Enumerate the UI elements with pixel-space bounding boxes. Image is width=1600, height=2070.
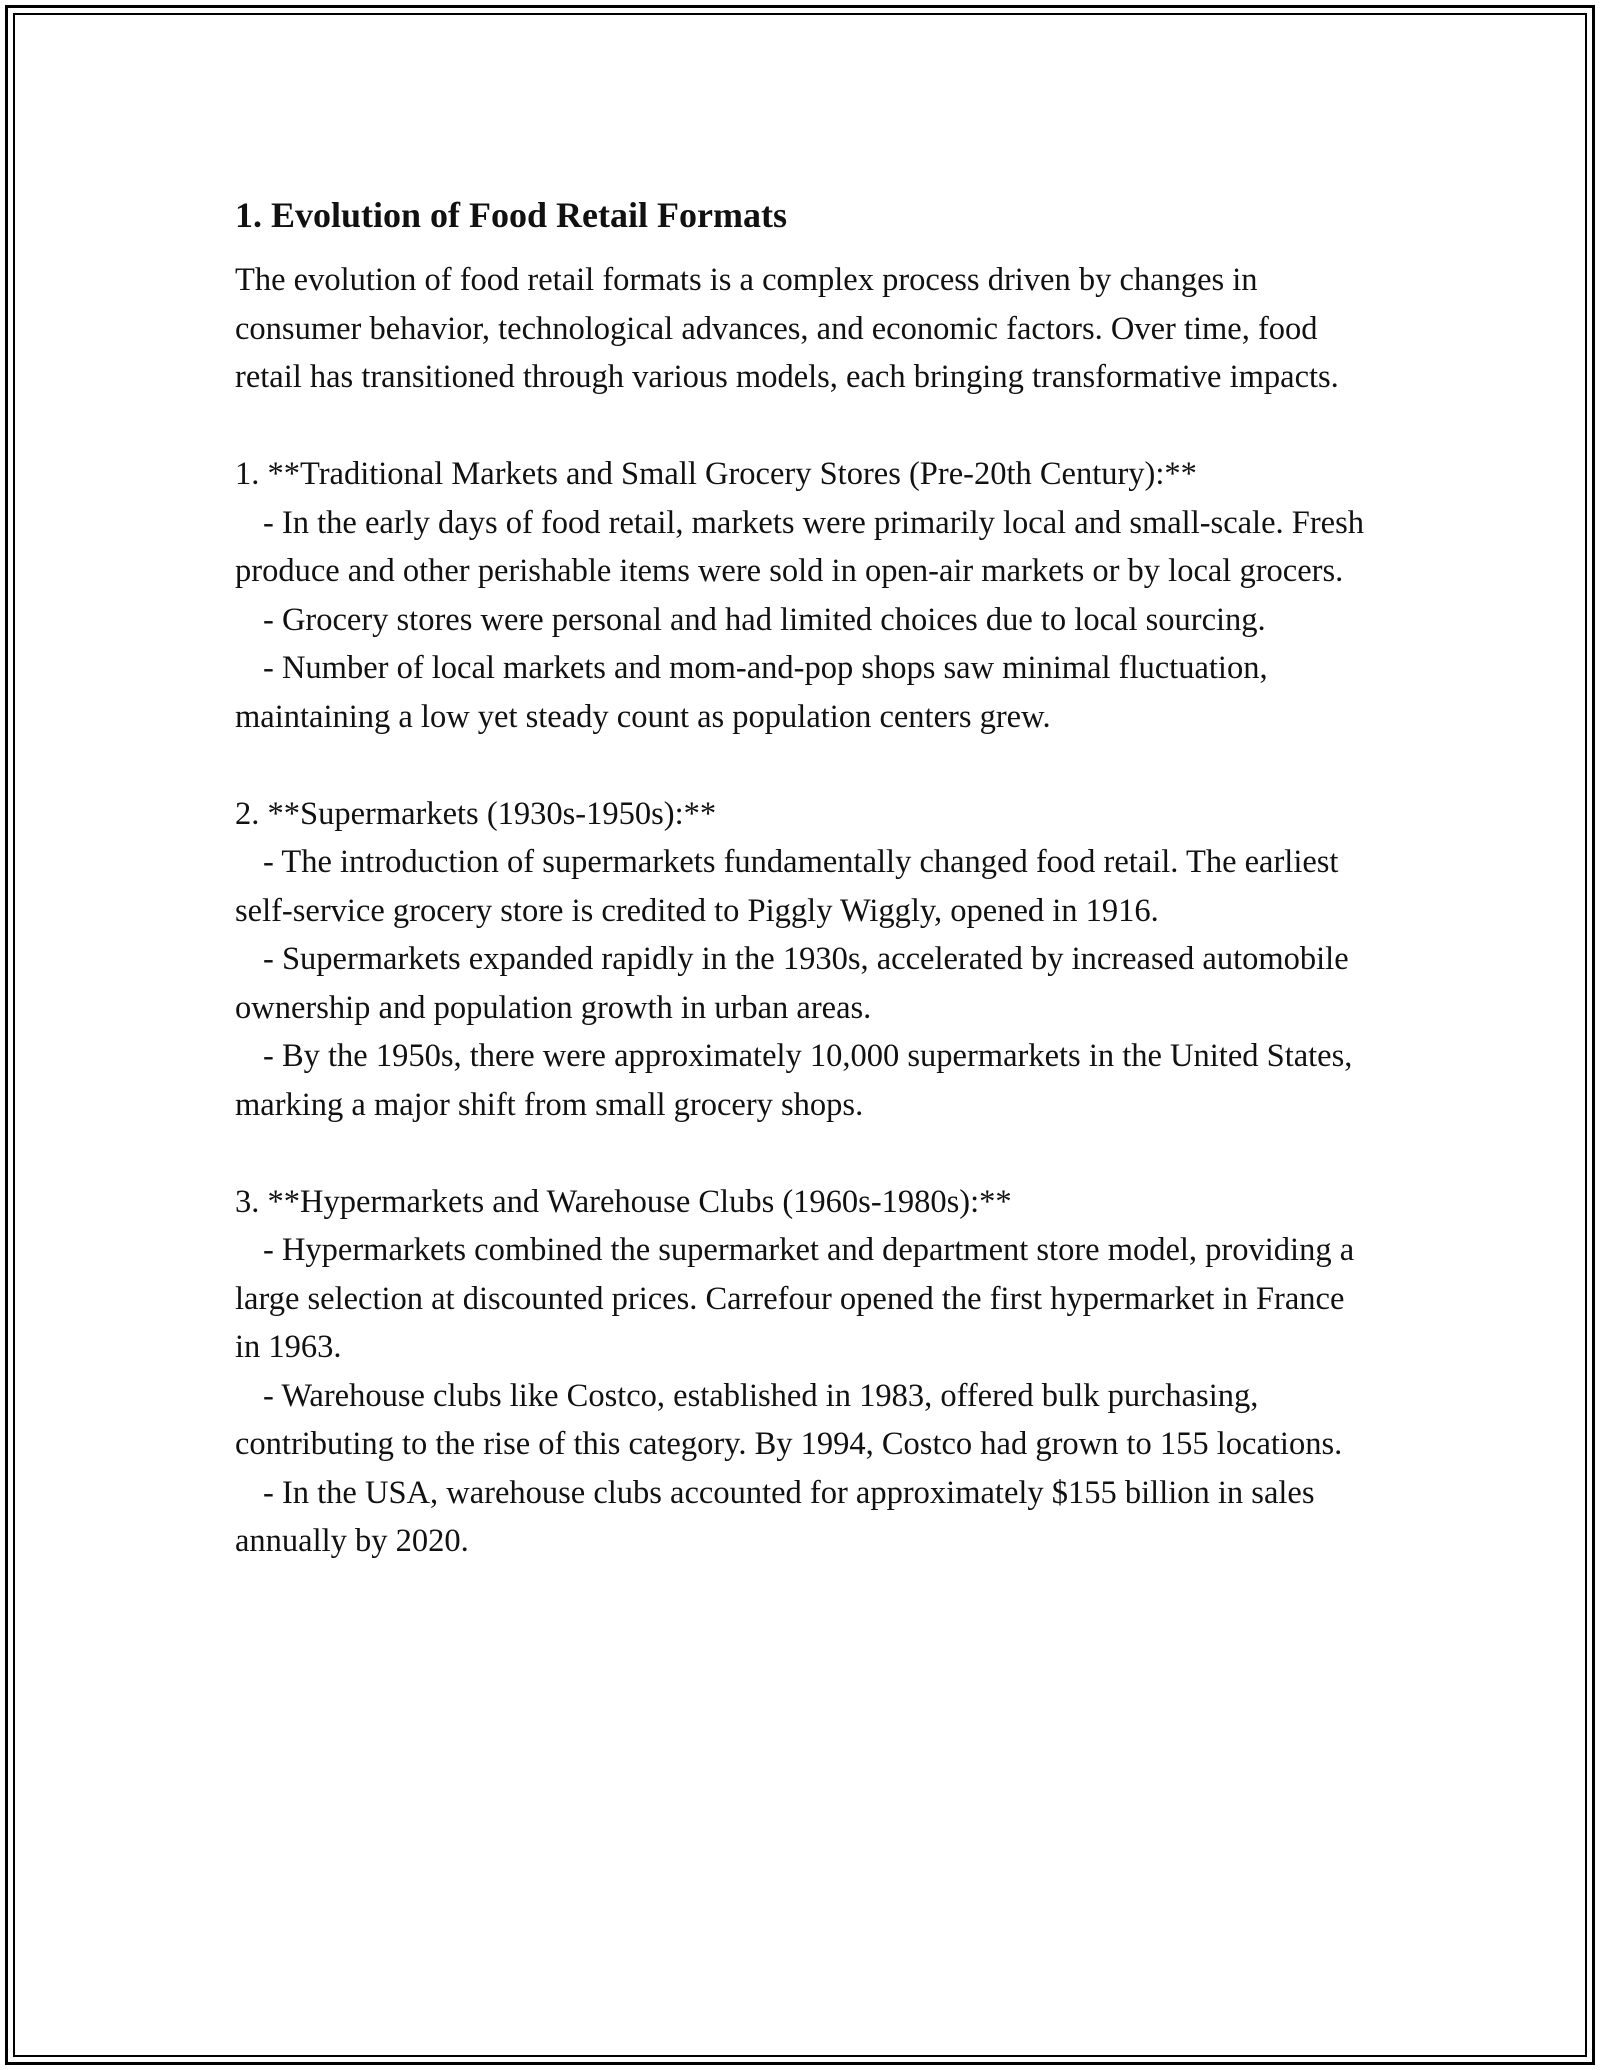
- document-body: [235, 184, 1370, 1566]
- section-heading: 3. **Hypermarkets and Warehouse Clubs (1960s-1980s):**: [235, 1183, 1012, 1220]
- page-title: 1. Evolution of Food Retail Formats: [235, 195, 787, 235]
- list-item: - In the USA, warehouse clubs accounted for approximately $155 billion in sales annually by 2020.: [235, 1474, 1315, 1559]
- list-item: - Hypermarkets combined the supermarket and department store model, providing a large selection at discounted prices. Carrefour opened the first hypermarket in France in 1963.: [235, 1232, 1355, 1365]
- section-hypermarkets-warehouse-clubs: [235, 1178, 1370, 1566]
- list-item: - Warehouse clubs like Costco, established in 1983, offered bulk purchasing, contributing to the rise of this category. By 1994, Costco had grown to 155 locations.: [235, 1377, 1343, 1462]
- list-item: - Supermarkets expanded rapidly in the 1930s, accelerated by increased automobile ownership and population growth in urban areas.: [235, 941, 1349, 1026]
- list-item: - In the early days of food retail, markets were primarily local and small-scale. Fresh produce and other perishable items were sold in open-air markets or by local grocers.: [235, 504, 1364, 589]
- intro-paragraph: The evolution of food retail formats is a complex process driven by changes in consumer behavior, technological advances, and economic factors. Over time, food retail has transitioned through various models, each bringing transformative impacts.: [235, 262, 1339, 395]
- list-item: - Grocery stores were personal and had limited choices due to local sourcing.: [263, 601, 1266, 638]
- list-item: - The introduction of supermarkets fundamentally changed food retail. The earliest self-service grocery store is credited to Piggly Wiggly, opened in 1916.: [235, 844, 1339, 929]
- list-item: - Number of local markets and mom-and-pop shops saw minimal fluctuation, maintaining a low yet steady count as population centers grew.: [235, 650, 1268, 735]
- section-supermarkets: [235, 790, 1370, 1130]
- list-item: - By the 1950s, there were approximately 10,000 supermarkets in the United States, marking a major shift from small grocery shops.: [235, 1038, 1353, 1123]
- section-traditional-markets: [235, 450, 1370, 741]
- section-heading: 1. **Traditional Markets and Small Grocery Stores (Pre-20th Century):**: [235, 456, 1197, 492]
- section-heading: 2. **Supermarkets (1930s-1950s):**: [235, 795, 717, 832]
